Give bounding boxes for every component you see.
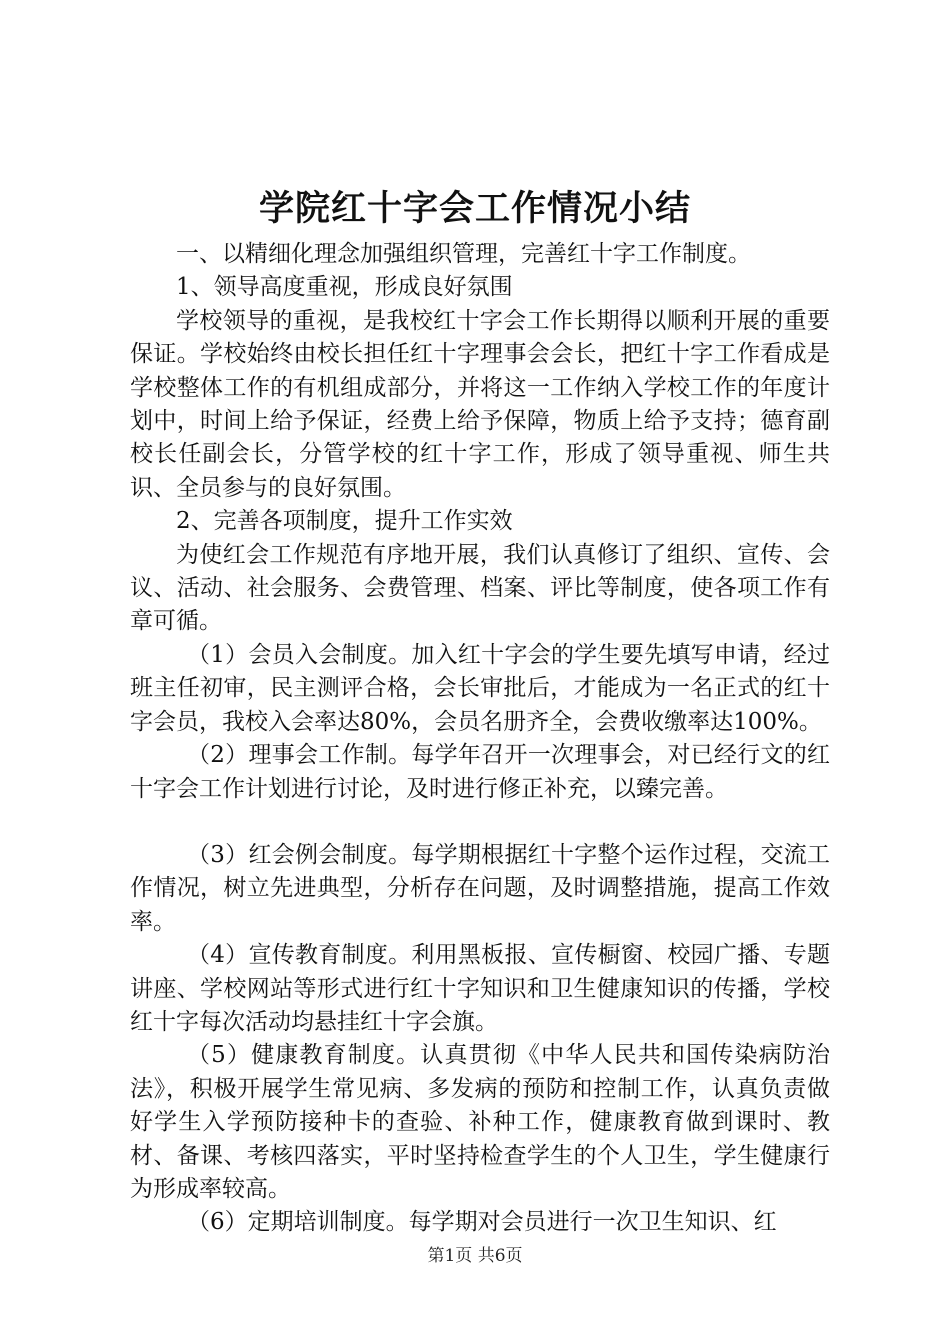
page-number-footer: 第1页 共6页 [427, 1246, 523, 1266]
paragraph-item-2: （2）理事会工作制。每学年召开一次理事会，对已经行文的红十字会工作计划进行讨论，及时进行修正补充，以臻完善。 [130, 742, 830, 802]
subheading-1: 1、领导高度重视，形成良好氛围 [176, 274, 513, 301]
document-body [130, 238, 830, 1240]
paragraph-item-3: （3）红会例会制度。每学期根据红十字整个运作过程，交流工作情况，树立先进典型，分析存在问题，及时调整措施，提高工作效率。 [130, 841, 830, 935]
paragraph-item-4: （4）宣传教育制度。利用黑板报、宣传橱窗、校园广播、专题讲座、学校网站等形式进行红十字知识和卫生健康知识的传播，学校红十字每次活动均悬挂红十字会旗。 [130, 942, 830, 1035]
section-heading-1: 一、以精细化理念加强组织管理，完善红十字工作制度。 [176, 241, 751, 267]
subheading-2: 2、完善各项制度，提升工作实效 [176, 508, 513, 535]
paragraph-item-6: （6）定期培训制度。每学期对会员进行一次卫生知识、红 [187, 1209, 777, 1236]
paragraph-systems: 为使红会工作规范有序地开展，我们认真修订了组织、宣传、会议、活动、社会服务、会费管理、档案、评比等制度，使各项工作有章可循。 [130, 541, 830, 635]
paragraph-item-5: （5）健康教育制度。认真贯彻《中华人民共和国传染病防治法》，积极开展学生常见病、多发病的预防和控制工作，认真负责做好学生入学预防接种卡的查验、补种工作，健康教育做到课时、教材、备课、考核四落实，平时坚持检查学生的个人卫生，学生健康行为形成率较高。 [130, 1042, 830, 1202]
document-title: 学院红十字会工作情况小结 [258, 189, 691, 229]
paragraph-item-1: （1）会员入会制度。加入红十字会的学生要先填写申请，经过班主任初审，民主测评合格，会长审批后，才能成为一名正式的红十字会员，我校入会率达80%，会员名册齐全，会费收缴率达100%。 [130, 641, 830, 735]
paragraph-leadership: 学校领导的重视，是我校红十字会工作长期得以顺利开展的重要保证。学校始终由校长担任红十字理事会会长，把红十字工作看成是学校整体工作的有机组成部分，并将这一工作纳入学校工作的年度计划中，时间上给予保证，经费上给予保障，物质上给予支持；德育副校长任副会长，分管学校的红十字工作，形成了领导重视、师生共识、全员参与的良好氛围。 [130, 307, 830, 501]
